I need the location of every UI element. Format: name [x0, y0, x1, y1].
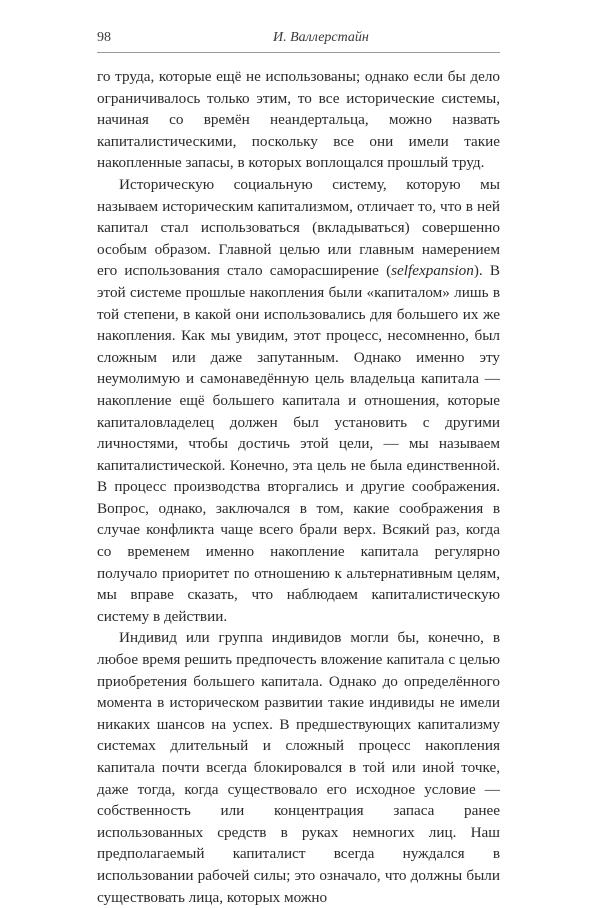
page-number: 98 [97, 30, 111, 45]
paragraph-2-text-before: Историческую социальную систему, которую мы называем историческим капитализмом, отличает то, что в ней капитал стал использоваться (вкладываться) совершенно особым образом. Главной целью или главным намерением его использования стало саморасширение ( [97, 175, 500, 280]
paragraph-2 [97, 174, 500, 627]
paragraph-3-text: Индивид или группа индивидов могли бы, конечно, в любое время решить предпочесть вложение капитала с целью приобретения большего капитала. Однако до определённого момента в историческом развитии такие индивиды не имели никаких шансов на успех. В предшествующих капитализму системах длительный и сложный процесс накопления капитала почти всегда блокировался в той или иной точке, даже тогда, когда существовало его исходное условие — собственность или концентрация запаса ранее использованных средств в руках немногих лиц. Наш предполагаемый капиталист всегда нуждался в использовании рабочей силы; это означало, что должны были существовать лица, которых можно [97, 629, 500, 906]
page-header [0, 0, 600, 56]
paragraph-1 [97, 66, 500, 174]
body-text [97, 66, 500, 908]
running-head: И. Валлерстайн [273, 30, 369, 45]
paragraph-3 [97, 627, 500, 908]
header-rule [97, 52, 500, 53]
paragraph-1-text: го труда, которые ещё не использованы; однако если бы дело ограничивалось только этим, то все исторические системы, начиная со времён неандертальца, можно назвать капиталистическими, поскольку все они имели такие накопленные запасы, в которых воплощался прошлый труд. [97, 68, 500, 172]
paragraph-2-text-after: ). В этой системе прошлые накопления были «капиталом» лишь в той степени, в какой они использовались для большего их же накопления. Как мы увидим, этот процесс, несомненно, был сложным или даже запутанным. Однако именно эту неумолимую и самонаведённую цель владельца капитала — накопление ещё большего капитала и отношения, которые капиталовладелец должен был установить с другими личностями, чтобы достичь этой цели, — мы называем капиталистической. Конечно, эта цель не была единственной. В процесс производства вторгались и другие соображения. Вопрос, однако, заключался в том, какие соображения в случае конфликта чаще всего брали верх. Всякий раз, когда со временем именно накопление капитала регулярно получало приоритет по отношению к альтернативным целям, мы вправе сказать, что наблюдаем капиталистическую систему в действии. [97, 262, 501, 625]
paragraph-2-term: selfexpansion [391, 262, 474, 280]
